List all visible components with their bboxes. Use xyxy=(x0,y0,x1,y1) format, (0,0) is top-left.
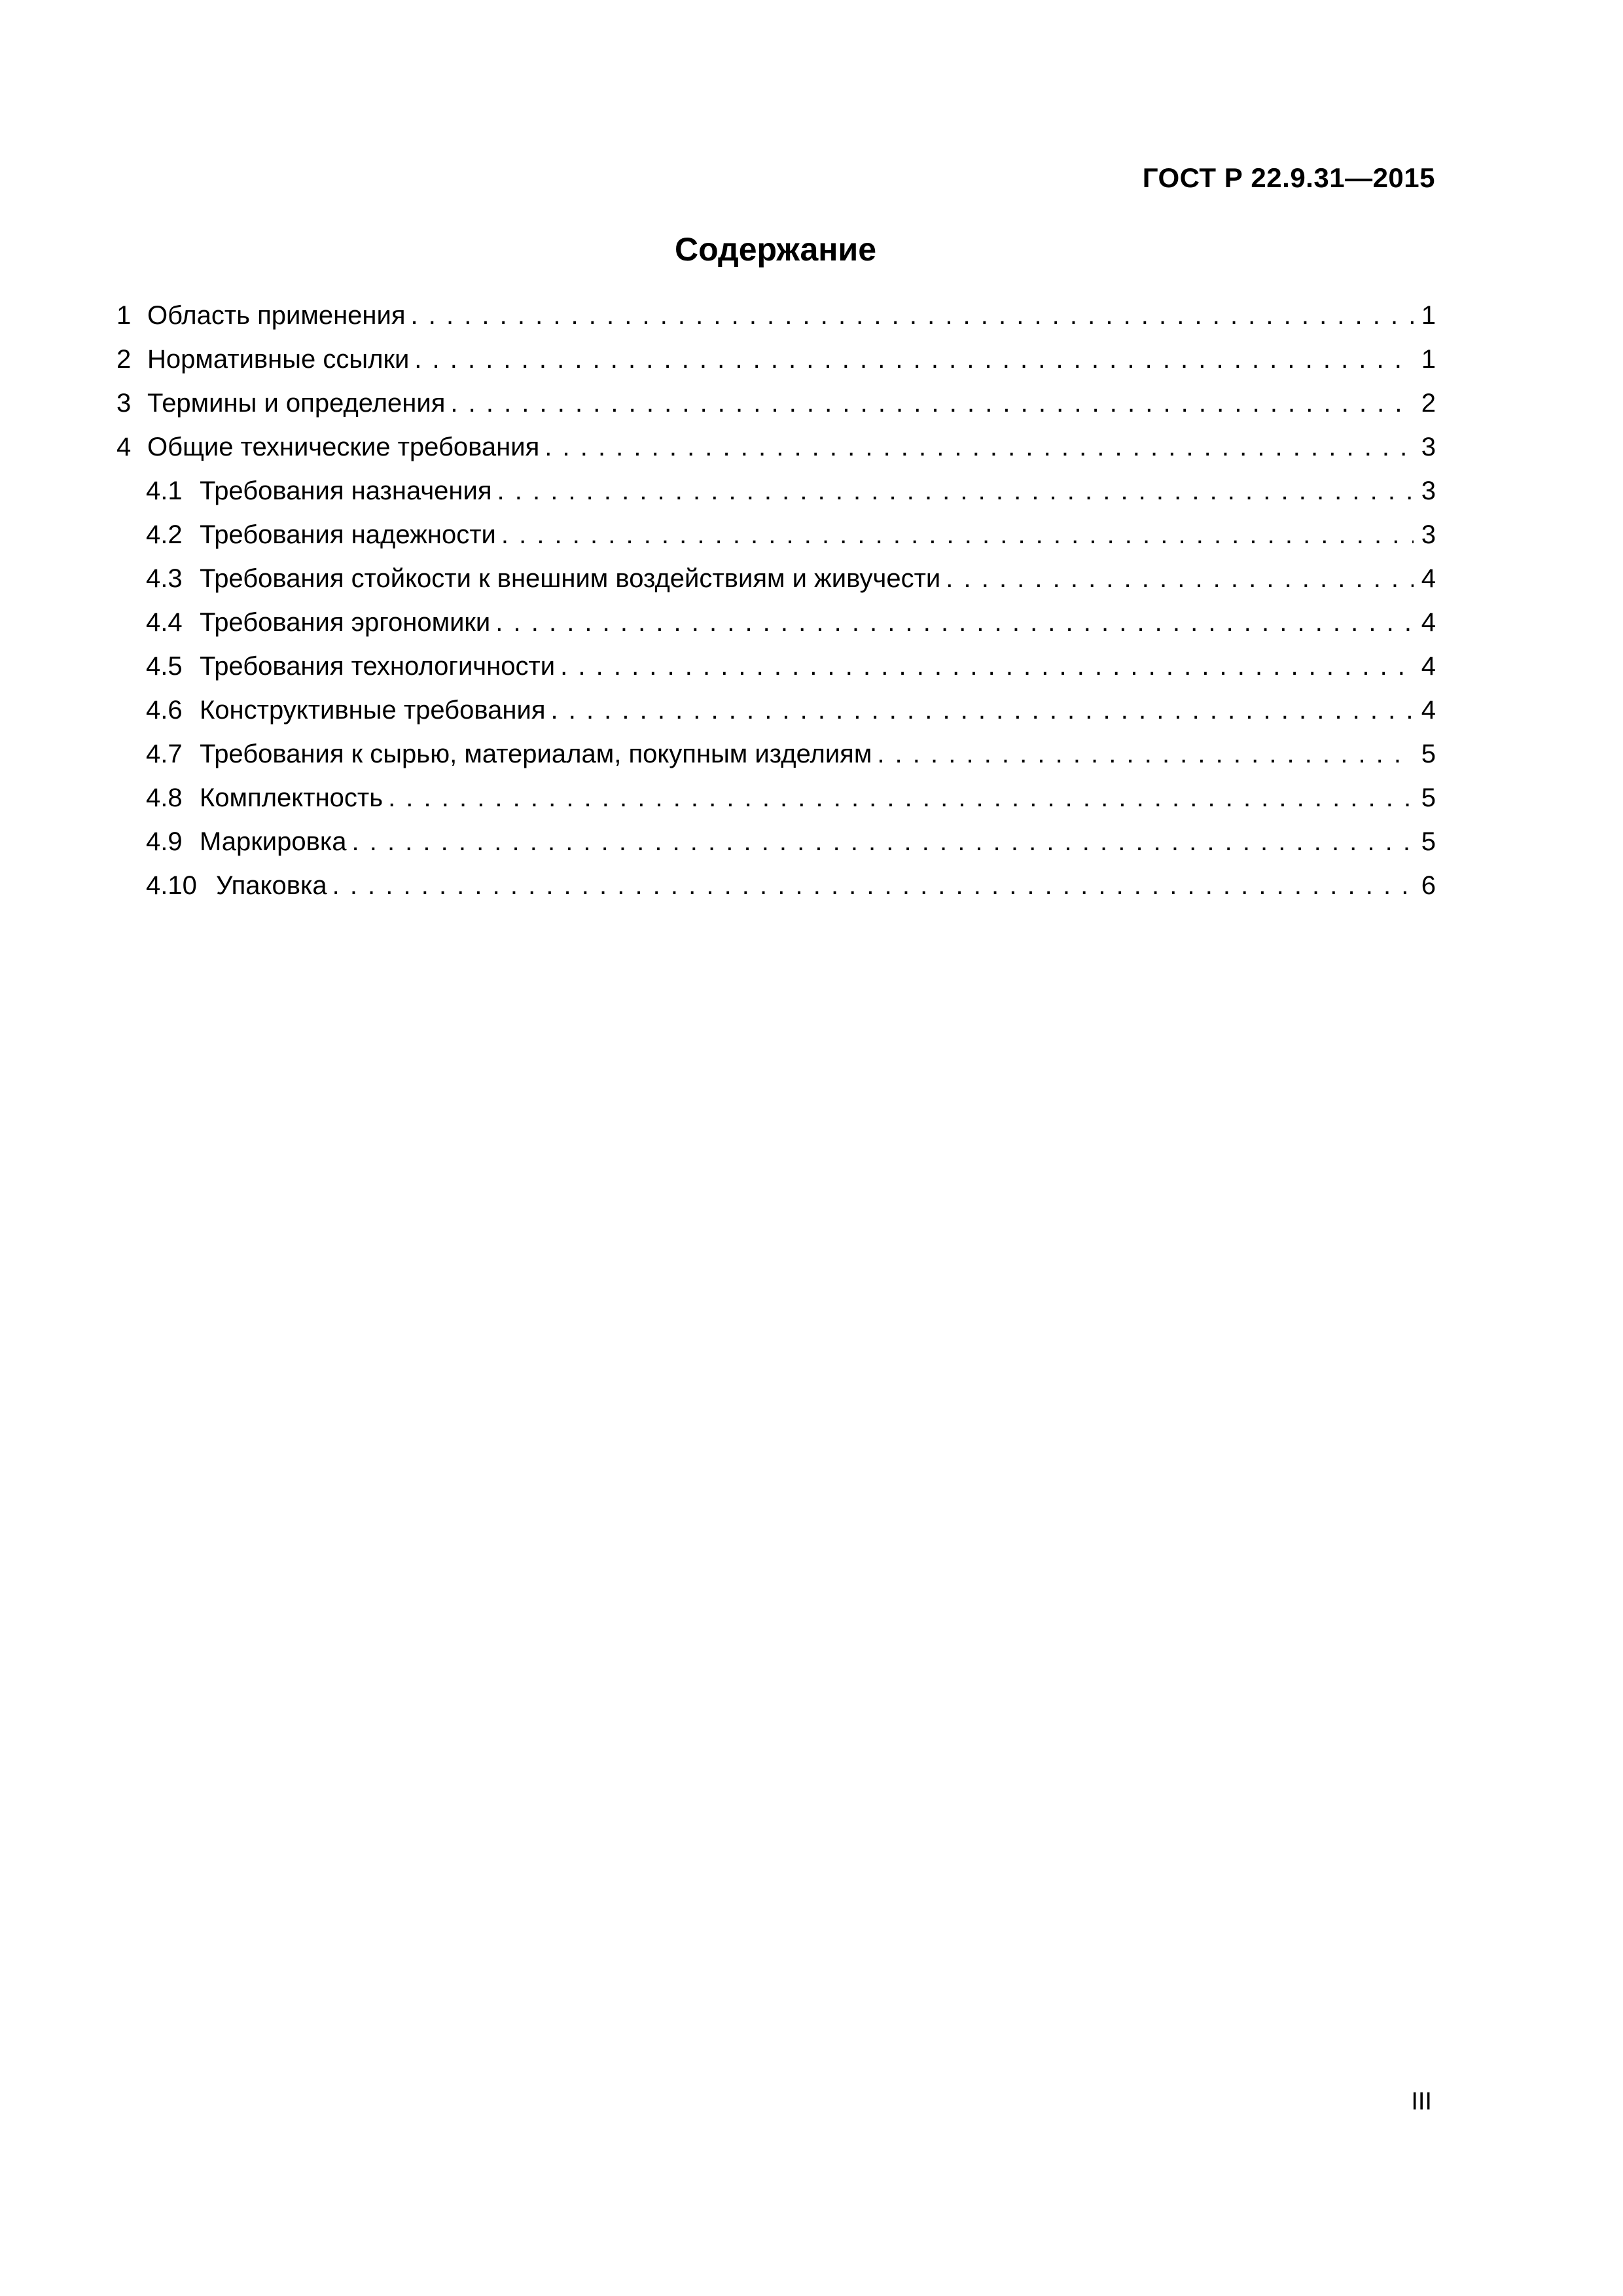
toc-subentry[interactable] xyxy=(116,696,1436,740)
toc-entry-page: 3 xyxy=(1421,520,1436,549)
toc-entry-page: 6 xyxy=(1421,871,1436,900)
toc-entry-number: 3 xyxy=(116,389,132,418)
toc-entry-title: Требования эргономики xyxy=(200,608,491,637)
toc-title: Содержание xyxy=(674,231,877,268)
toc-subentry[interactable] xyxy=(116,608,1436,652)
toc-entry-title: Требования технологичности xyxy=(200,652,556,681)
toc-entry-page: 3 xyxy=(1421,433,1436,461)
toc-entry-title: Маркировка xyxy=(200,827,347,856)
dot-leader xyxy=(550,696,1414,725)
toc-entry-number: 4.10 xyxy=(146,871,197,900)
toc-entry-title: Нормативные ссылки xyxy=(147,345,410,374)
toc-entry-title: Область применения xyxy=(147,301,406,330)
dot-leader xyxy=(877,740,1414,769)
toc-entry-title: Требования надежности xyxy=(200,520,496,549)
table-of-contents xyxy=(116,301,1436,915)
toc-subentry[interactable] xyxy=(116,564,1436,608)
dot-leader xyxy=(450,389,1414,418)
toc-entry-page: 4 xyxy=(1421,696,1436,725)
toc-entry-number: 4.9 xyxy=(146,827,183,856)
toc-entry-title: Упаковка xyxy=(216,871,327,900)
toc-entry-page: 4 xyxy=(1421,564,1436,593)
toc-entry-page: 4 xyxy=(1421,652,1436,681)
toc-entry-number: 4.2 xyxy=(146,520,183,549)
toc-subentry[interactable] xyxy=(116,520,1436,564)
dot-leader xyxy=(332,871,1414,901)
toc-entry-number: 4.5 xyxy=(146,652,183,681)
toc-entry-title: Комплектность xyxy=(200,783,383,812)
toc-entry[interactable] xyxy=(116,389,1436,433)
toc-entry-number: 4 xyxy=(116,433,132,461)
dot-leader xyxy=(351,827,1414,857)
dot-leader xyxy=(411,301,1414,331)
dot-leader xyxy=(388,783,1414,813)
toc-entry-page: 5 xyxy=(1421,740,1436,768)
toc-entry-title: Общие технические требования xyxy=(147,433,540,461)
toc-subentry[interactable] xyxy=(116,740,1436,783)
toc-entry-page: 5 xyxy=(1421,827,1436,856)
toc-entry-page: 2 xyxy=(1421,389,1436,418)
toc-entry-page: 3 xyxy=(1421,476,1436,505)
dot-leader xyxy=(946,564,1414,594)
dot-leader xyxy=(495,608,1414,637)
toc-subentry[interactable] xyxy=(116,476,1436,520)
toc-entry-number: 4.4 xyxy=(146,608,183,637)
toc-subentry[interactable] xyxy=(116,827,1436,871)
toc-subentry[interactable] xyxy=(116,783,1436,827)
toc-entry[interactable] xyxy=(116,301,1436,345)
toc-entry-page: 4 xyxy=(1421,608,1436,637)
toc-entry-number: 4.1 xyxy=(146,476,183,505)
dot-leader xyxy=(544,433,1414,462)
toc-entry-page: 1 xyxy=(1421,345,1436,374)
toc-entry-number: 2 xyxy=(116,345,132,374)
toc-entry-title: Требования стойкости к внешним воздействиям и живучести xyxy=(200,564,941,593)
toc-subentry[interactable] xyxy=(116,652,1436,696)
toc-entry-title: Требования к сырью, материалам, покупным изделиям xyxy=(200,740,872,768)
dot-leader xyxy=(414,345,1414,374)
toc-entry[interactable] xyxy=(116,345,1436,389)
document-code: ГОСТ Р 22.9.31—2015 xyxy=(1142,162,1435,193)
toc-entry-number: 4.3 xyxy=(146,564,183,593)
toc-subentry[interactable] xyxy=(116,871,1436,915)
dot-leader xyxy=(501,520,1414,550)
toc-entry-title: Термины и определения xyxy=(147,389,446,418)
toc-entry[interactable] xyxy=(116,433,1436,476)
dot-leader xyxy=(560,652,1414,681)
toc-entry-page: 5 xyxy=(1421,783,1436,812)
toc-entry-title: Требования назначения xyxy=(200,476,492,505)
toc-entry-page: 1 xyxy=(1421,301,1436,330)
page-number: III xyxy=(1411,2088,1432,2115)
dot-leader xyxy=(497,476,1414,506)
toc-entry-title: Конструктивные требования xyxy=(200,696,546,725)
toc-entry-number: 4.6 xyxy=(146,696,183,725)
toc-entry-number: 4.8 xyxy=(146,783,183,812)
toc-entry-number: 4.7 xyxy=(146,740,183,768)
toc-entry-number: 1 xyxy=(116,301,132,330)
